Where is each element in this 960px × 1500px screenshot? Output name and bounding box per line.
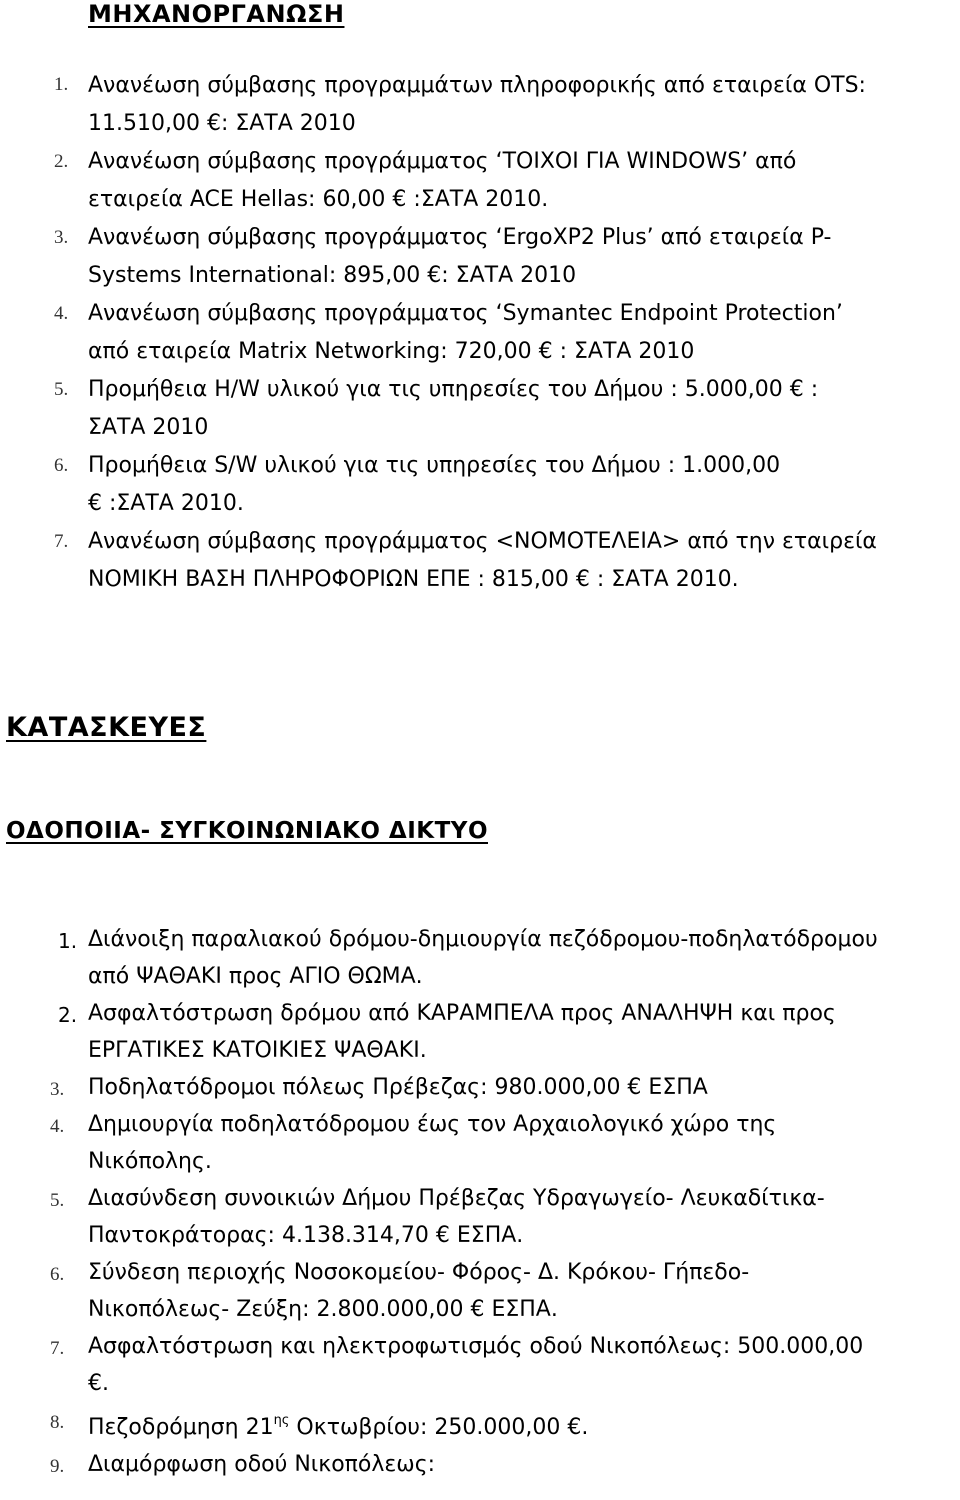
item-text-part: Οκτωβρίου: 250.000,00 €.	[289, 1415, 589, 1440]
list-item	[6, 1180, 956, 1254]
item-number: 3.	[54, 227, 69, 248]
list-item	[6, 1446, 956, 1483]
section-title-kataskeves: ΚΑΤΑΣΚΕΥΕΣ	[6, 712, 207, 743]
section-title-michanorganosi: ΜΗΧΑΝΟΡΓΑΝΩΣΗ	[88, 0, 345, 28]
item-line: €.	[88, 1371, 109, 1396]
item-number: 5.	[50, 1190, 65, 1211]
list-item	[6, 995, 956, 1069]
item-line: από ΨΑΘΑΚΙ προς ΑΓΙΟ ΘΩΜΑ.	[88, 964, 423, 989]
item-line: Ασφαλτόστρωση δρόμου από ΚΑΡΑΜΠΕΛΑ προς ΑΝΑΛΗΨΗ και προς	[88, 1001, 836, 1026]
item-line: Προμήθεια S/W υλικού για τις υπηρεσίες του Δήμου : 1.000,00	[88, 453, 781, 478]
list-item	[6, 1402, 956, 1446]
item-line: Systems International: 895,00 €: ΣΑΤΑ 2010	[88, 263, 577, 288]
item-line: από εταιρεία Matrix Networking: 720,00 € : ΣΑΤΑ 2010	[88, 339, 695, 364]
item-line: Σύνδεση περιοχής Νοσοκομείου- Φόρος- Δ. Κρόκου- Γήπεδο-	[88, 1260, 750, 1285]
item-line: εταιρεία ACE Hellas: 60,00 € :ΣΑΤΑ 2010.	[88, 187, 549, 212]
item-number: 1.	[58, 929, 78, 953]
list-item	[6, 447, 956, 523]
item-line: Παντοκράτορας: 4.138.314,70 € ΕΣΠΑ.	[88, 1223, 524, 1248]
list-item	[6, 295, 956, 371]
item-line: Διαμόρφωση οδού Νικοπόλεως:	[88, 1452, 436, 1477]
item-number: 2.	[54, 151, 69, 172]
item-line: Ανανέωση σύμβασης προγράμματος ‘Symantec Endpoint Protection’	[88, 301, 843, 326]
michanorganosi-list	[6, 67, 956, 599]
item-number: 7.	[50, 1338, 65, 1359]
list-item	[6, 67, 956, 143]
item-number: 6.	[54, 455, 69, 476]
section-subtitle-odopoiia: ΟΔΟΠΟΙΙΑ- ΣΥΓΚΟΙΝΩΝΙΑΚΟ ΔΙΚΤΥΟ	[6, 818, 488, 844]
item-line: ΣΑΤΑ 2010	[88, 415, 209, 440]
item-line: ΝΟΜΙΚΗ ΒΑΣΗ ΠΛΗΡΟΦΟΡΙΩΝ ΕΠΕ : 815,00 € : ΣΑΤΑ 2010.	[88, 567, 739, 592]
item-line: Ανανέωση σύμβασης προγράμματος ‘ΤΟΙΧΟΙ ΓΙΑ WINDOWS’ από	[88, 149, 797, 174]
list-item	[6, 371, 956, 447]
item-line: Ποδηλατόδρομοι πόλεως Πρέβεζας: 980.000,00 € ΕΣΠΑ	[88, 1075, 708, 1100]
item-text-part: Πεζοδρόμηση 21	[88, 1415, 274, 1440]
item-line: ΕΡΓΑΤΙΚΕΣ ΚΑΤΟΙΚΙΕΣ ΨΑΘΑΚΙ.	[88, 1038, 427, 1063]
list-item	[6, 143, 956, 219]
list-item	[6, 1328, 956, 1402]
item-number: 1.	[54, 74, 69, 95]
odopoiia-list	[6, 921, 956, 1483]
item-line: Ανανέωση σύμβασης προγράμματος ‘ErgoXP2 Plus’ από εταιρεία P-	[88, 225, 832, 250]
item-number: 4.	[54, 303, 69, 324]
item-line: € :ΣΑΤΑ 2010.	[88, 491, 244, 516]
item-line: Ανανέωση σύμβασης προγραμμάτων πληροφορικής από εταιρεία OTS:	[88, 73, 866, 98]
item-number: 6.	[50, 1264, 65, 1285]
list-item	[6, 1069, 956, 1106]
list-item	[6, 1106, 956, 1180]
item-line: 11.510,00 €: ΣΑΤΑ 2010	[88, 111, 356, 136]
item-line: Διασύνδεση συνοικιών Δήμου Πρέβεζας Υδραγωγείο- Λευκαδίτικα-	[88, 1186, 825, 1211]
item-line: Προμήθεια H/W υλικού για τις υπηρεσίες του Δήμου : 5.000,00 € :	[88, 377, 819, 402]
list-item	[6, 219, 956, 295]
list-item	[6, 523, 956, 599]
item-number: 3.	[50, 1079, 65, 1100]
item-line	[88, 1402, 956, 1446]
list-item	[6, 921, 956, 995]
item-line: Διάνοιξη παραλιακού δρόμου-δημιουργία πεζόδρομου-ποδηλατόδρομου	[88, 927, 878, 952]
item-line: Δημιουργία ποδηλατόδρομου έως τον Αρχαιολογικό χώρο της	[88, 1112, 777, 1137]
item-number: 9.	[50, 1456, 65, 1477]
item-line: Νικοπόλεως- Ζεύξη: 2.800.000,00 € ΕΣΠΑ.	[88, 1297, 558, 1322]
item-number: 7.	[54, 531, 69, 552]
item-line: Ανανέωση σύμβασης προγράμματος <ΝΟΜΟΤΕΛΕΙΑ> από την εταιρεία	[88, 529, 877, 554]
item-number: 8.	[50, 1412, 65, 1433]
item-number: 5.	[54, 379, 69, 400]
item-line: Ασφαλτόστρωση και ηλεκτροφωτισμός οδού Νικοπόλεως: 500.000,00	[88, 1334, 864, 1359]
item-number: 4.	[50, 1116, 65, 1137]
ordinal-suffix: ης	[273, 1413, 290, 1428]
item-line: Νικόπολης.	[88, 1149, 212, 1174]
item-number: 2.	[58, 1003, 78, 1027]
list-item	[6, 1254, 956, 1328]
